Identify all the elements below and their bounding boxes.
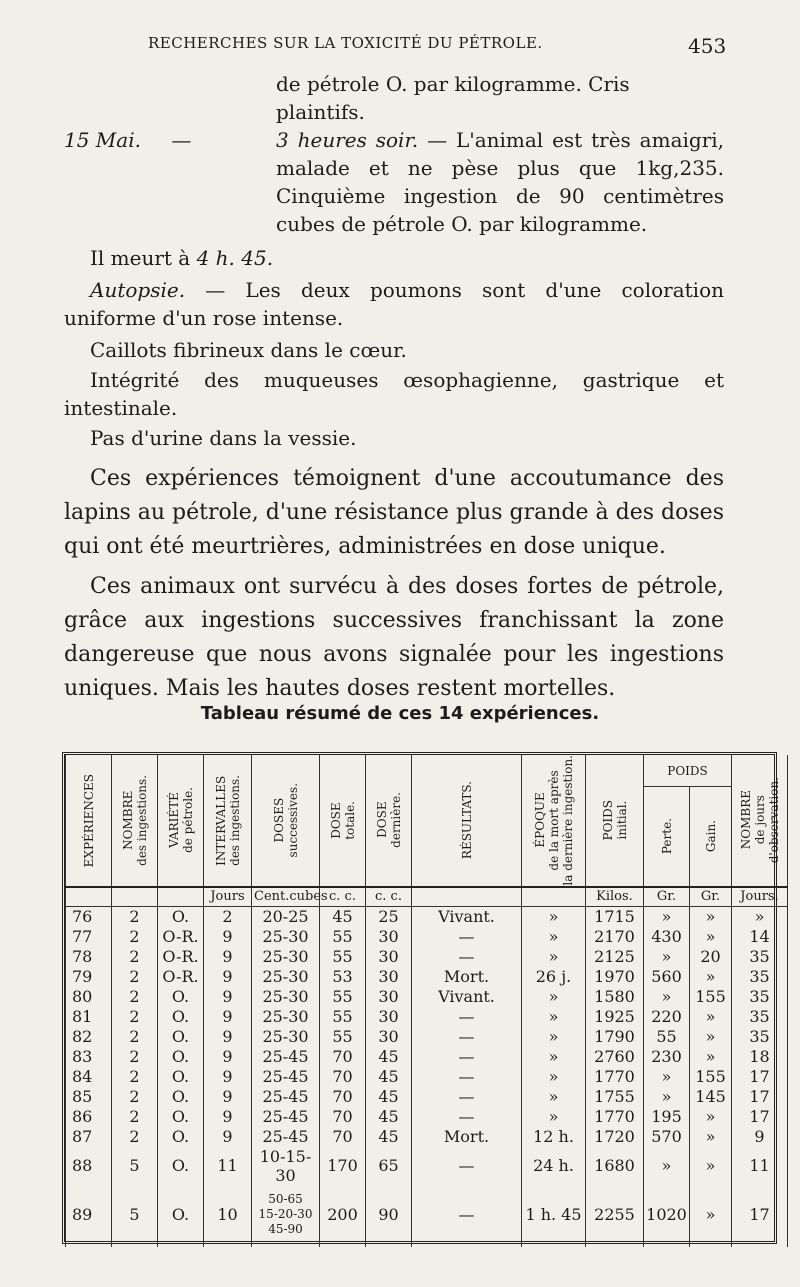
entry-dash: — [171, 128, 192, 152]
col-doses: DOSES successives. [252, 755, 320, 887]
table-cell: 30 [366, 987, 412, 1007]
col-gain: Gain. [690, 787, 732, 887]
unit-cell: Cent.cubes [252, 887, 320, 907]
table-cell: 20 [690, 947, 732, 967]
doses-line: 45-90 [268, 1222, 303, 1237]
table-cell: 2125 [586, 947, 644, 967]
empty-cell [586, 1245, 644, 1247]
table-cell: 1770 [586, 1107, 644, 1127]
table-cell: Mort. [412, 967, 522, 987]
table-cell: — [412, 1147, 522, 1185]
table-cell: » [522, 1067, 586, 1087]
table-cell: 53 [320, 967, 366, 987]
entry-time: 3 heures soir. [276, 128, 419, 152]
table-cell: Vivant. [412, 906, 522, 927]
table-cell: 170 [320, 1147, 366, 1185]
table-cell: 70 [320, 1107, 366, 1127]
table-cell: 45 [366, 1087, 412, 1107]
table-cell: 1020 [644, 1185, 690, 1245]
table-cell: 1970 [586, 967, 644, 987]
unit-cell: Jours [204, 887, 252, 907]
col-dose-derniere: DOSE dernière. [366, 755, 412, 887]
table-cell: » [644, 1087, 690, 1107]
table-cell: 11 [732, 1147, 788, 1185]
table-cell: 45 [320, 906, 366, 927]
table-cell: » [522, 947, 586, 967]
table-cell: 25-45 [252, 1047, 320, 1067]
running-title: RECHERCHES SUR LA TOXICITÉ DU PÉTROLE. [148, 34, 543, 52]
table-cell: 220 [644, 1007, 690, 1027]
table-caption: Tableau résumé de ces 14 expériences. [200, 703, 600, 724]
empty-cell [252, 1245, 320, 1247]
table-cell: 90 [366, 1185, 412, 1245]
table-cell: 430 [644, 927, 690, 947]
table-cell: 1 h. 45 [522, 1185, 586, 1245]
table-row [66, 987, 788, 1007]
table-cell: 20-25 [252, 906, 320, 927]
unit-cell: Jours. [732, 887, 788, 907]
table-cell: Mort. [412, 1127, 522, 1147]
table-cell: 9 [732, 1127, 788, 1147]
table-cell: O. [158, 1067, 204, 1087]
table-cell: 2 [112, 927, 158, 947]
table-row [66, 1127, 788, 1147]
paragraph-2: Ces animaux ont survécu à des doses fortes de pétrole, grâce aux ingestions successives franchissant la zone dangereuse que nous avons signalée pour les ingestions uniques. Mais les hautes doses restent mortelles. [64, 574, 724, 701]
table-cell: » [522, 1107, 586, 1127]
unit-cell [158, 887, 204, 907]
table-cell: — [412, 1007, 522, 1027]
autopsie-label: Autopsie. [90, 278, 186, 302]
table-cell: » [644, 947, 690, 967]
unit-cell: Kilos. [586, 887, 644, 907]
table-cell: 570 [644, 1127, 690, 1147]
unit-cell [66, 887, 112, 907]
table-cell: 2170 [586, 927, 644, 947]
table-cell: 55 [320, 987, 366, 1007]
table-cell: 17 [732, 1185, 788, 1245]
table-cell: O. [158, 1087, 204, 1107]
table-cell: » [690, 1127, 732, 1147]
col-nombre: NOMBRE des ingestions. [112, 755, 158, 887]
autopsie-text: — Les deux poumons sont d'une coloration uniforme d'un rose intense. [64, 278, 725, 330]
table-cell: 70 [320, 1127, 366, 1147]
table-cell: 45 [366, 1067, 412, 1087]
table-cell: 25-30 [252, 1027, 320, 1047]
table-cell: O. [158, 906, 204, 927]
line-top: de pétrole O. par kilogramme. Cris plaintifs. [276, 72, 630, 124]
table-cell: — [412, 1027, 522, 1047]
table-cell: 2 [112, 1047, 158, 1067]
table-cell: O. [158, 1127, 204, 1147]
table-cell: O-R. [158, 947, 204, 967]
page-number: 453 [688, 34, 727, 58]
table-cell: 76 [66, 906, 112, 927]
table-cell: » [522, 1007, 586, 1027]
table-cell: 89 [66, 1185, 112, 1245]
autopsie [64, 276, 724, 332]
main-text [64, 70, 724, 706]
col-poids: POIDS [644, 755, 732, 787]
table-cell: 55 [644, 1027, 690, 1047]
death-prefix: Il meurt à [90, 246, 191, 270]
table-cell: 200 [320, 1185, 366, 1245]
urine: Pas d'urine dans la vessie. [90, 426, 357, 450]
table-cell: — [412, 1185, 522, 1245]
table-cell: 30 [366, 947, 412, 967]
table-cell: 30 [366, 1027, 412, 1047]
col-poids-initial: POIDS initial. [586, 755, 644, 887]
doses-line: 15-20-30 [258, 1207, 313, 1222]
table-cell: 25 [366, 906, 412, 927]
unit-cell [522, 887, 586, 907]
table-cell: O-R. [158, 967, 204, 987]
table-row [66, 947, 788, 967]
table-cell: 78 [66, 947, 112, 967]
table-cell: 195 [644, 1107, 690, 1127]
table-cell: 9 [204, 947, 252, 967]
empty-cell [66, 1245, 112, 1247]
table-cell: 2 [112, 947, 158, 967]
col-intervalles: INTERVALLES des ingestions. [204, 755, 252, 887]
table-cell: O. [158, 1027, 204, 1047]
table-cell: 35 [732, 987, 788, 1007]
unit-cell: Gr. [644, 887, 690, 907]
table-cell: 65 [366, 1147, 412, 1185]
table-cell: 55 [320, 947, 366, 967]
table-cell: 2 [204, 906, 252, 927]
table-cell: 2 [112, 987, 158, 1007]
death-line [64, 244, 724, 272]
table-cell: » [690, 1185, 732, 1245]
table-cell: 45 [366, 1107, 412, 1127]
table-cell: 1790 [586, 1027, 644, 1047]
table-cell: 30 [366, 1007, 412, 1027]
table-cell: 2 [112, 967, 158, 987]
empty-cell [366, 1245, 412, 1247]
table-cell: 82 [66, 1027, 112, 1047]
table-row [66, 906, 788, 927]
table-cell: 155 [690, 1067, 732, 1087]
table-cell: — [412, 927, 522, 947]
table-cell: 10-15-30 [252, 1147, 320, 1185]
table-cell: — [412, 947, 522, 967]
table-cell: 2 [112, 1067, 158, 1087]
table-cell: 1720 [586, 1127, 644, 1147]
table-cell: 25-45 [252, 1107, 320, 1127]
table-cell: 86 [66, 1107, 112, 1127]
table-cell: 30 [366, 927, 412, 947]
table-cell: 35 [732, 1027, 788, 1047]
table-cell: 2760 [586, 1047, 644, 1067]
col-experiences: EXPÉRIENCES [66, 755, 112, 887]
table-cell: 77 [66, 927, 112, 947]
table-cell: Vivant. [412, 987, 522, 1007]
table-cell: 70 [320, 1047, 366, 1067]
table-cell: 9 [204, 1107, 252, 1127]
table-cell: » [690, 1107, 732, 1127]
table-cell: O. [158, 1107, 204, 1127]
caillots: Caillots fibrineux dans le cœur. [90, 338, 407, 362]
unit-cell: Gr. [690, 887, 732, 907]
table-cell: 9 [204, 1047, 252, 1067]
table-cell: 25-45 [252, 1067, 320, 1087]
table-cell: » [732, 906, 788, 927]
unit-cell: c. c. [366, 887, 412, 907]
integrite: Intégrité des muqueuses œsophagienne, gastrique et intestinale. [64, 368, 724, 420]
table-cell: 70 [320, 1067, 366, 1087]
table-cell: 1580 [586, 987, 644, 1007]
table-cell: 2255 [586, 1185, 644, 1245]
table-cell: 35 [732, 947, 788, 967]
table-cell: 1715 [586, 906, 644, 927]
table-cell: 45 [366, 1047, 412, 1067]
table-header-row [66, 755, 788, 787]
entry-text: — L'animal est très amaigri, malade et ne pèse plus que 1kg,235. Cinquième ingestion de 90 centimètres cubes de pétrole O. par kilogramme. [276, 128, 725, 236]
table-cell: 80 [66, 987, 112, 1007]
table-cell: 84 [66, 1067, 112, 1087]
entry-date-block [64, 126, 274, 154]
table-cell: 35 [732, 967, 788, 987]
table-cell: 87 [66, 1127, 112, 1147]
col-nombre-jours: NOMBRE de jours d'observation. [732, 755, 788, 887]
table-cell: — [412, 1047, 522, 1067]
table-cell: » [522, 1027, 586, 1047]
table-cell: 18 [732, 1047, 788, 1067]
unit-cell [412, 887, 522, 907]
table-cell: » [690, 1047, 732, 1067]
table-cell: 230 [644, 1047, 690, 1067]
table-cell: 25-30 [252, 927, 320, 947]
table-cell: — [412, 1067, 522, 1087]
table-cell: 2 [112, 1087, 158, 1107]
table-cell: 145 [690, 1087, 732, 1107]
table-cell: 25-30 [252, 987, 320, 1007]
table-cell: 55 [320, 1027, 366, 1047]
table-cell: O. [158, 1185, 204, 1245]
table-filler [66, 1245, 788, 1247]
table-cell: » [690, 1007, 732, 1027]
col-resultats: RÉSULTATS. [412, 755, 522, 887]
table-row [66, 1067, 788, 1087]
table-cell: 1770 [586, 1067, 644, 1087]
table-cell: » [522, 906, 586, 927]
col-perte: Perte. [644, 787, 690, 887]
table-cell: » [644, 906, 690, 927]
table-cell: 155 [690, 987, 732, 1007]
table-cell: » [644, 1067, 690, 1087]
table-cell: 2 [112, 1127, 158, 1147]
table-cell: 55 [320, 1007, 366, 1027]
empty-cell [690, 1245, 732, 1247]
col-variete: VARIÉTÉ de pétrole. [158, 755, 204, 887]
table-cell: » [690, 967, 732, 987]
table-cell: O. [158, 1047, 204, 1067]
table-cell: 12 h. [522, 1127, 586, 1147]
col-epoque: ÉPOQUE de la mort après la dernière ingestion. [522, 755, 586, 887]
table-cell: » [690, 927, 732, 947]
table-cell: 24 h. [522, 1147, 586, 1185]
empty-cell [320, 1245, 366, 1247]
table-cell: 1680 [586, 1147, 644, 1185]
table-cell: 45 [366, 1127, 412, 1147]
table-cell: » [690, 1027, 732, 1047]
table-cell: 5 [112, 1147, 158, 1185]
table-cell: » [644, 987, 690, 1007]
table-row [66, 1147, 788, 1185]
table-row [66, 967, 788, 987]
unit-cell: c. c. [320, 887, 366, 907]
summary-table [62, 752, 781, 1244]
table-cell: — [412, 1107, 522, 1127]
table-row [66, 1107, 788, 1127]
table-cell: 2 [112, 1027, 158, 1047]
table-cell: 17 [732, 1067, 788, 1087]
table-cell: 81 [66, 1007, 112, 1027]
table-cell: 55 [320, 927, 366, 947]
table-cell: 9 [204, 927, 252, 947]
table-cell: 9 [204, 987, 252, 1007]
table-row [66, 1047, 788, 1067]
unit-cell [112, 887, 158, 907]
table-cell: » [644, 1147, 690, 1185]
table-cell: 2 [112, 1107, 158, 1127]
table-cell: » [522, 927, 586, 947]
table-row [66, 1007, 788, 1027]
table-cell: 17 [732, 1107, 788, 1127]
table-row [66, 927, 788, 947]
table-cell: 9 [204, 1007, 252, 1027]
table-cell: 30 [366, 967, 412, 987]
table-cell: 88 [66, 1147, 112, 1185]
table-cell: » [522, 987, 586, 1007]
table-cell: — [412, 1087, 522, 1107]
col-dose-totale: DOSE totale. [320, 755, 366, 887]
doses-line: 50-65 [268, 1192, 303, 1207]
table-cell: 25-30 [252, 967, 320, 987]
table-cell: 25-30 [252, 947, 320, 967]
table-cell: 9 [204, 1087, 252, 1107]
table-row [66, 1027, 788, 1047]
table-cell: 5 [112, 1185, 158, 1245]
table-cell: 10 [204, 1185, 252, 1245]
empty-cell [204, 1245, 252, 1247]
empty-cell [412, 1245, 522, 1247]
table-cell: » [522, 1047, 586, 1067]
table-cell: 35 [732, 1007, 788, 1027]
table-cell: 2 [112, 906, 158, 927]
table-cell: O. [158, 987, 204, 1007]
table-cell: O. [158, 1147, 204, 1185]
doses-multiline-cell [252, 1185, 320, 1245]
table-row [66, 1087, 788, 1107]
table-cell: 17 [732, 1087, 788, 1107]
empty-cell [522, 1245, 586, 1247]
table-cell: 83 [66, 1047, 112, 1067]
table-cell: 9 [204, 1027, 252, 1047]
table-row-last [66, 1185, 788, 1245]
table-cell: 25-45 [252, 1127, 320, 1147]
table-cell: 2 [112, 1007, 158, 1027]
table-cell: O. [158, 1007, 204, 1027]
table-cell: 25-45 [252, 1087, 320, 1107]
empty-cell [158, 1245, 204, 1247]
table-cell: » [690, 906, 732, 927]
table-cell: 85 [66, 1087, 112, 1107]
table-cell: » [690, 1147, 732, 1185]
table-cell: 26 j. [522, 967, 586, 987]
table-cell: 25-30 [252, 1007, 320, 1027]
entry-date: 15 Mai. [64, 128, 141, 152]
table-cell: 9 [204, 1127, 252, 1147]
empty-cell [644, 1245, 690, 1247]
table-cell: 70 [320, 1087, 366, 1107]
table-cell: 9 [204, 967, 252, 987]
table-cell: » [522, 1087, 586, 1107]
table-cell: 79 [66, 967, 112, 987]
table-cell: 9 [204, 1067, 252, 1087]
table-cell: 11 [204, 1147, 252, 1185]
empty-cell [732, 1245, 788, 1247]
table-cell: 560 [644, 967, 690, 987]
empty-cell [112, 1245, 158, 1247]
table-cell: 1755 [586, 1087, 644, 1107]
table-cell: 14 [732, 927, 788, 947]
table-cell: O-R. [158, 927, 204, 947]
death-time: 4 h. 45. [196, 246, 274, 270]
paragraph-1: Ces expériences témoignent d'une accoutumance des lapins au pétrole, d'une résistance plus grande à des doses qui ont été meurtrières, administrées en dose unique. [64, 466, 724, 559]
units-row [66, 887, 788, 907]
table-cell: 1925 [586, 1007, 644, 1027]
